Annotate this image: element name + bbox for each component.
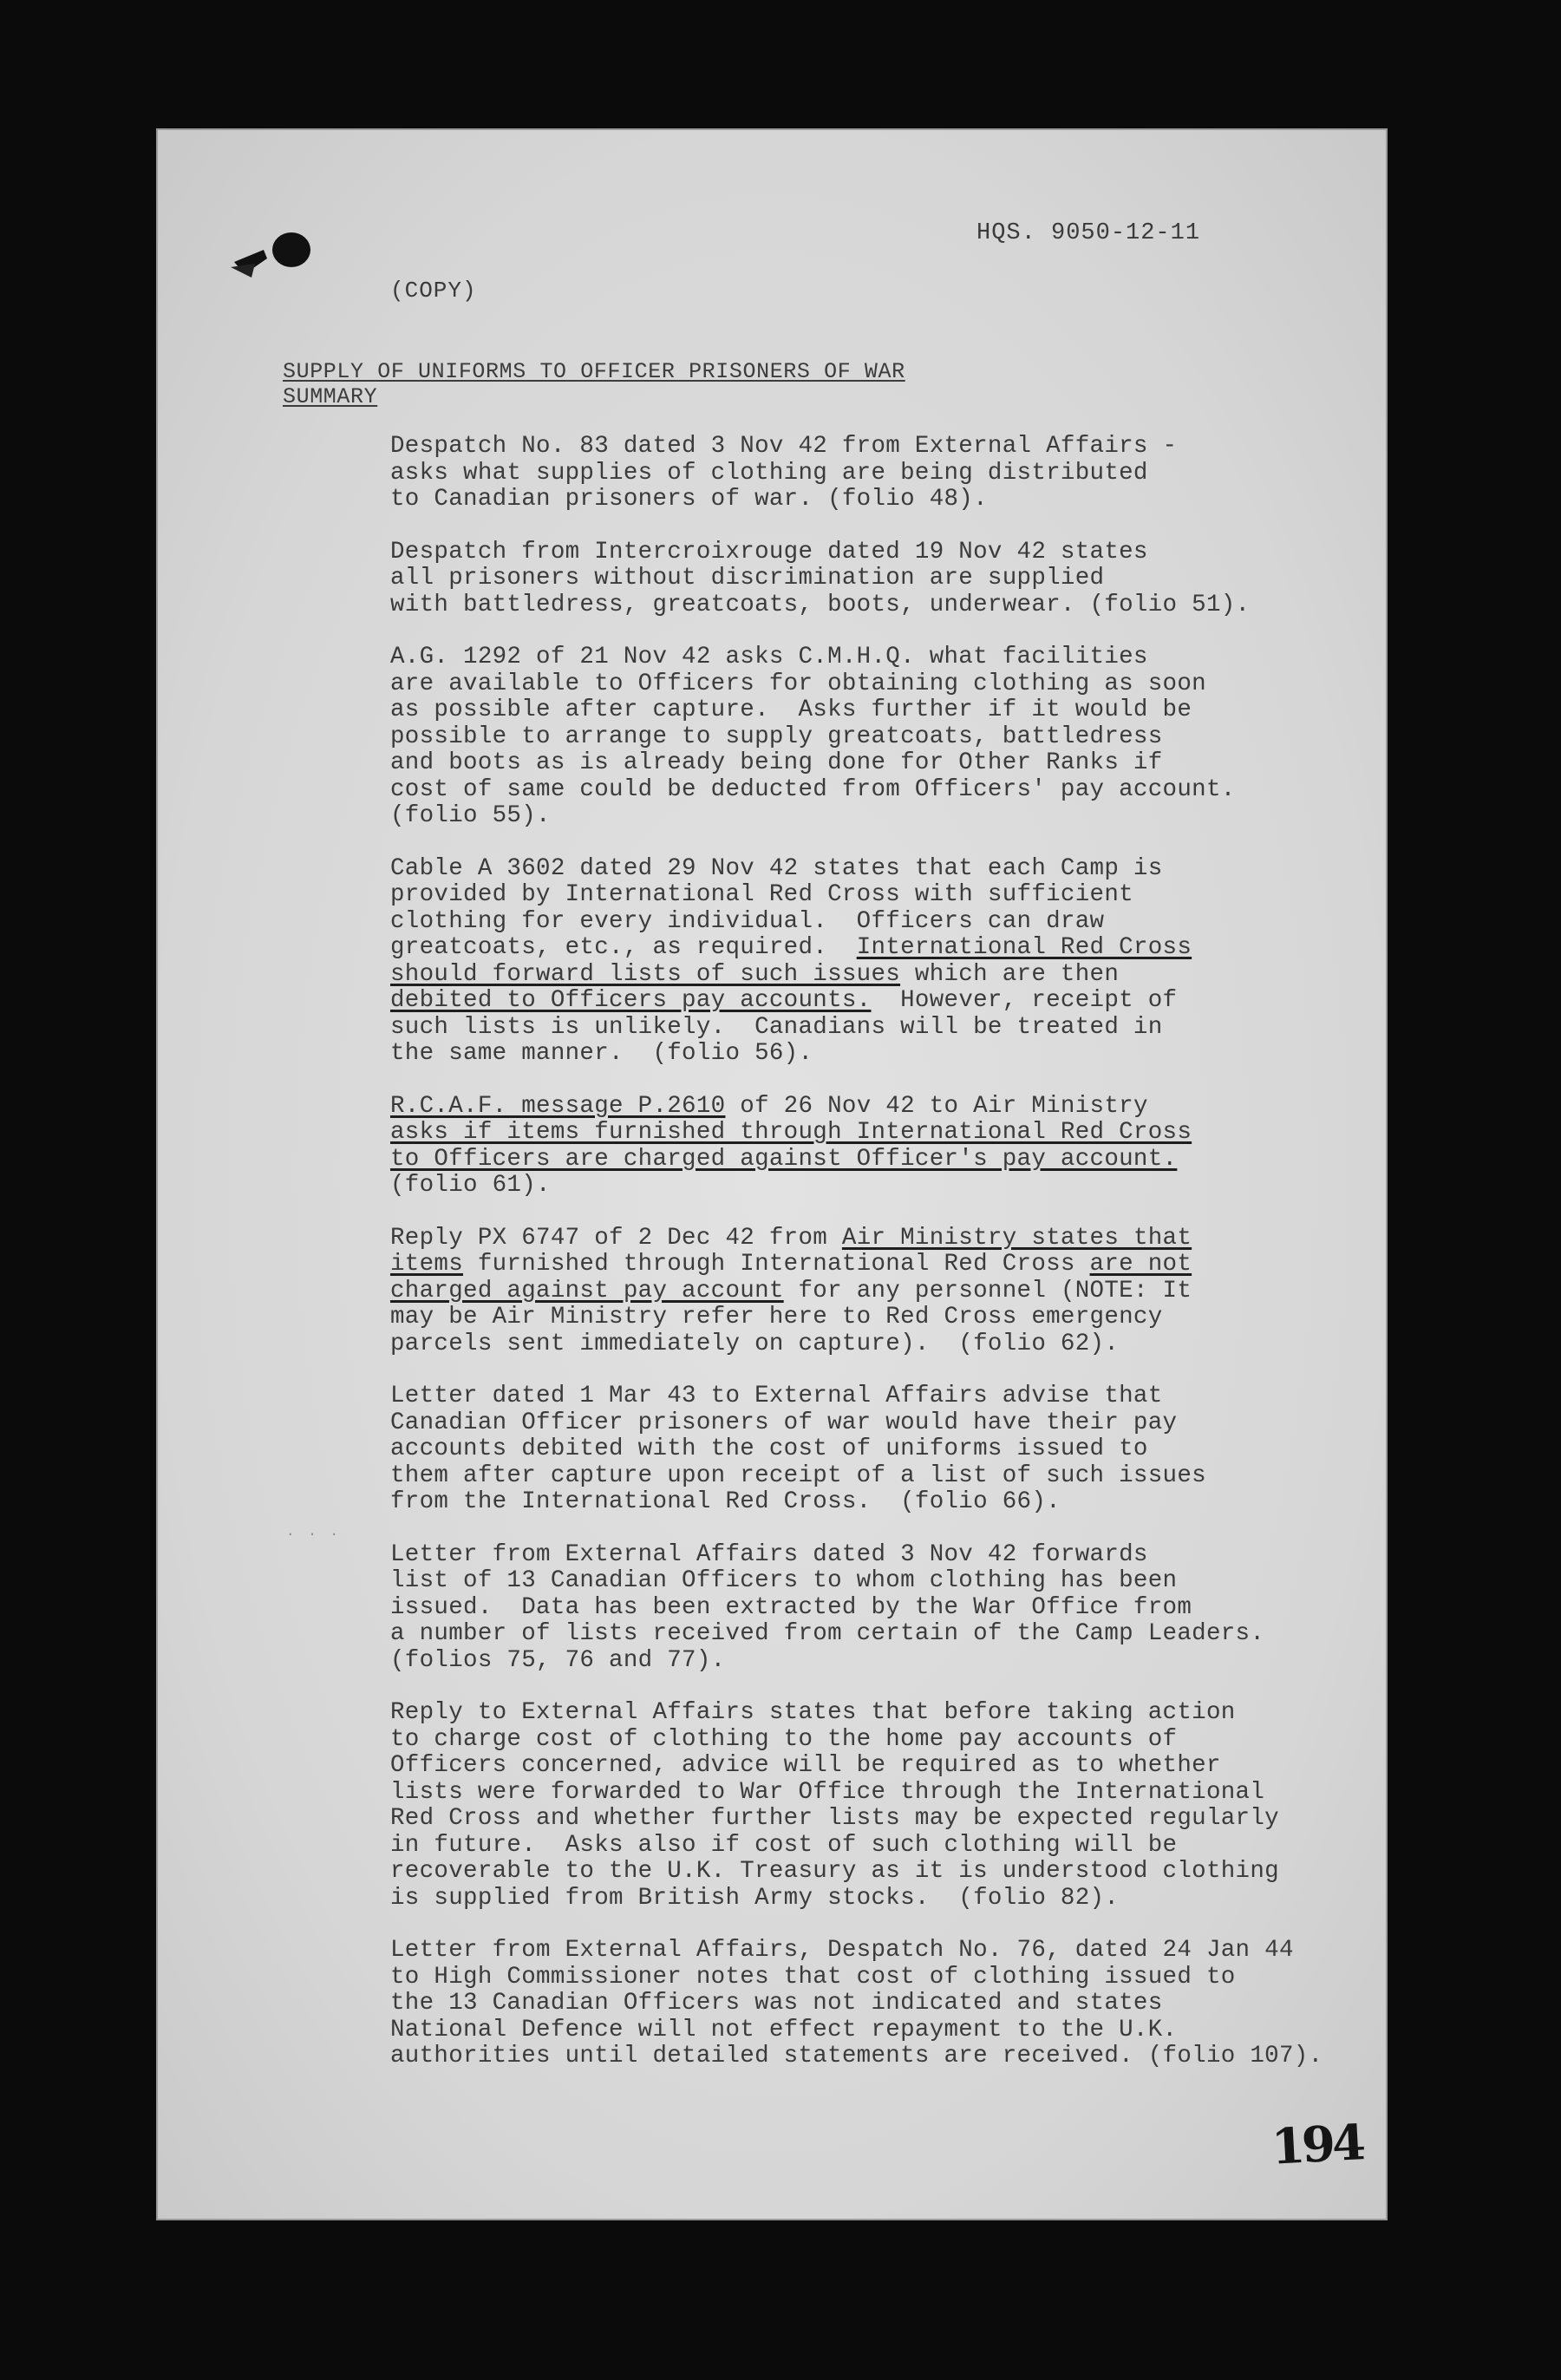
paragraph-line xyxy=(390,566,1353,592)
summary-paragraph xyxy=(390,1094,1353,1200)
line-text: the 13 Canadian Officers was not indicated and states xyxy=(390,1990,1163,2017)
paragraph-line xyxy=(390,1965,1353,1991)
line-text: Letter from External Affairs dated 3 Nov 42 forwards xyxy=(390,1540,1148,1568)
paragraph-line xyxy=(390,1041,1353,1068)
paragraph-line xyxy=(390,1120,1353,1147)
line-text: recoverable to the U.K. Treasury as it is understood clothing xyxy=(390,1858,1279,1885)
paragraph-line xyxy=(390,1278,1353,1305)
paragraph-line xyxy=(390,1436,1353,1463)
paragraph-line xyxy=(390,592,1353,619)
paragraph-line xyxy=(390,1463,1353,1490)
summary-paragraph xyxy=(390,644,1353,830)
paragraph-line xyxy=(390,434,1353,461)
line-text: (folios 75, 76 and 77). xyxy=(390,1646,726,1674)
paragraph-line xyxy=(390,988,1353,1015)
summary-paragraph xyxy=(390,1938,1353,2070)
paragraph-line xyxy=(390,1833,1353,1860)
paragraph-line xyxy=(390,1595,1353,1622)
line-text: all prisoners without discrimination are supplied xyxy=(390,565,1105,592)
paragraph-line xyxy=(390,909,1353,936)
paragraph-line xyxy=(390,1015,1353,1042)
line-text: asks what supplies of clothing are being distributed xyxy=(390,459,1148,487)
handwritten-page-number: 194 xyxy=(1270,2114,1364,2176)
paragraph-line xyxy=(390,1542,1353,1569)
line-text: them after capture upon receipt of a list of such issues xyxy=(390,1461,1206,1489)
paragraph-line xyxy=(390,935,1353,962)
paragraph-line xyxy=(390,1938,1353,1965)
line-text: (folio 55). xyxy=(390,802,551,829)
document-body xyxy=(390,434,1353,2096)
underlined-text: asks if items furnished through International Red Cross xyxy=(390,1119,1192,1146)
line-text: Canadian Officer prisoners of war would have their pay xyxy=(390,1409,1178,1436)
line-text: clothing for every individual. Officers can draw xyxy=(390,907,1105,935)
paragraph-line xyxy=(390,1252,1353,1278)
paragraph-line xyxy=(390,777,1353,804)
paragraph-line xyxy=(390,697,1353,724)
line-text: and boots as is already being done for Other Ranks if xyxy=(390,749,1163,776)
line-text: A.G. 1292 of 21 Nov 42 asks C.M.H.Q. what facilities xyxy=(390,644,1148,670)
paragraph-line xyxy=(390,856,1353,883)
document-page xyxy=(156,128,1388,2220)
underlined-text: charged against pay account xyxy=(390,1277,784,1304)
line-text: may be Air Ministry refer here to Red Cross emergency xyxy=(390,1304,1163,1331)
line-text: lists were forwarded to War Office through the International xyxy=(390,1778,1265,1806)
line-text: to charge cost of clothing to the home pay accounts of xyxy=(390,1725,1178,1753)
paragraph-line xyxy=(390,1304,1353,1331)
line-text: list of 13 Canadian Officers to whom clothing has been xyxy=(390,1567,1178,1594)
document-heading xyxy=(283,359,905,409)
line-text: However, receipt of xyxy=(871,987,1178,1014)
summary-paragraph xyxy=(390,856,1353,1068)
paragraph-line xyxy=(390,1331,1353,1358)
paragraph-line xyxy=(390,1383,1353,1410)
line-text: greatcoats, etc., as required. xyxy=(390,934,857,961)
line-text: the same manner. (folio 56). xyxy=(390,1040,813,1067)
copy-label: (COPY) xyxy=(390,278,477,304)
underlined-text: Air Ministry states that xyxy=(841,1224,1192,1252)
line-text: Red Cross and whether further lists may be expected regularly xyxy=(390,1805,1279,1832)
line-text: from the International Red Cross. (folio 66). xyxy=(390,1488,1061,1515)
line-text: cost of same could be deducted from Officers' pay account. xyxy=(390,775,1236,803)
paragraph-line xyxy=(390,962,1353,989)
line-text: furnished through International Red Cross xyxy=(463,1251,1090,1278)
underlined-text: International Red Cross xyxy=(856,934,1192,961)
line-text: (folio 61). xyxy=(390,1172,551,1199)
line-text: for any personnel (NOTE: It xyxy=(783,1277,1192,1304)
paragraph-line xyxy=(390,1886,1353,1912)
paragraph-line xyxy=(390,644,1353,671)
paragraph-line xyxy=(390,803,1353,830)
line-text: Reply to External Affairs states that before taking action xyxy=(390,1699,1236,1726)
underlined-text: are not xyxy=(1089,1251,1192,1278)
summary-paragraph xyxy=(390,1383,1353,1516)
line-text: Officers concerned, advice will be required as to whether xyxy=(390,1752,1221,1779)
underlined-text: should forward lists of such issues xyxy=(390,960,901,988)
line-text: Despatch No. 83 dated 3 Nov 42 from External Affairs - xyxy=(390,433,1178,460)
line-text: National Defence will not effect repayment to the U.K. xyxy=(390,2016,1178,2043)
summary-paragraph xyxy=(390,1700,1353,1912)
line-text: Letter dated 1 Mar 43 to External Affairs advise that xyxy=(390,1383,1163,1409)
paragraph-line xyxy=(390,1806,1353,1833)
heading-title: SUPPLY OF UNIFORMS TO OFFICER PRISONERS OF WAR xyxy=(283,359,905,384)
paragraph-line xyxy=(390,2017,1353,2044)
underlined-text: items xyxy=(390,1251,464,1278)
summary-paragraph xyxy=(390,1542,1353,1675)
paragraph-line xyxy=(390,1094,1353,1121)
line-text: issued. Data has been extracted by the War Office from xyxy=(390,1593,1192,1621)
line-text: Reply PX 6747 of 2 Dec 42 from xyxy=(390,1224,842,1252)
summary-paragraph xyxy=(390,434,1353,513)
underlined-text: debited to Officers pay accounts. xyxy=(390,987,872,1014)
line-text: accounts debited with the cost of uniforms issued to xyxy=(390,1435,1148,1462)
paragraph-line xyxy=(390,2043,1353,2070)
paragraph-line xyxy=(390,1727,1353,1754)
line-text: authorities until detailed statements are received. (folio 107). xyxy=(390,2043,1323,2069)
line-text: possible to arrange to supply greatcoats, battledress xyxy=(390,722,1163,750)
paragraph-line xyxy=(390,539,1353,566)
line-text: which are then xyxy=(900,960,1120,988)
paragraph-line xyxy=(390,1753,1353,1780)
line-text: in future. Asks also if cost of such clothing will be xyxy=(390,1831,1178,1859)
paragraph-line xyxy=(390,1780,1353,1807)
line-text: Cable A 3602 dated 29 Nov 42 states that each Camp is xyxy=(390,854,1163,882)
paragraph-line xyxy=(390,724,1353,751)
paragraph-line xyxy=(390,882,1353,909)
paragraph-line xyxy=(390,1226,1353,1252)
line-text: are available to Officers for obtaining clothing as soon xyxy=(390,670,1206,697)
line-text: a number of lists received from certain of the Camp Leaders. xyxy=(390,1620,1265,1647)
paragraph-line xyxy=(390,1173,1353,1200)
ink-blot-mark xyxy=(229,224,324,284)
paragraph-line xyxy=(390,1568,1353,1595)
line-text: Letter from External Affairs, Despatch No. 76, dated 24 Jan 44 xyxy=(390,1937,1294,1964)
line-text: parcels sent immediately on capture). (folio 62). xyxy=(390,1330,1120,1357)
underlined-text: R.C.A.F. message P.2610 xyxy=(390,1092,726,1120)
summary-paragraph xyxy=(390,1226,1353,1358)
line-text: to High Commissioner notes that cost of clothing issued to xyxy=(390,1963,1236,1991)
summary-paragraph xyxy=(390,539,1353,619)
line-text: to Canadian prisoners of war. (folio 48). xyxy=(390,486,988,513)
paragraph-line xyxy=(390,1859,1353,1886)
line-text: Despatch from Intercroixrouge dated 19 Nov 42 states xyxy=(390,538,1148,566)
paragraph-line xyxy=(390,487,1353,513)
paragraph-line xyxy=(390,1147,1353,1174)
line-text: provided by International Red Cross with sufficient xyxy=(390,881,1133,908)
paragraph-line xyxy=(390,1621,1353,1648)
underlined-text: to Officers are charged against Officer's pay account. xyxy=(390,1145,1178,1173)
paragraph-line xyxy=(390,671,1353,698)
file-reference: HQS. 9050-12-11 xyxy=(976,220,1201,246)
paragraph-line xyxy=(390,1410,1353,1437)
line-text: is supplied from British Army stocks. (folio 82). xyxy=(390,1884,1120,1912)
paragraph-line xyxy=(390,1700,1353,1727)
line-text: of 26 Nov 42 to Air Ministry xyxy=(725,1092,1148,1120)
paragraph-line xyxy=(390,1991,1353,2017)
heading-summary: SUMMARY xyxy=(283,384,378,409)
margin-marks: · · · xyxy=(286,1527,342,1542)
paragraph-line xyxy=(390,1489,1353,1516)
paragraph-line xyxy=(390,461,1353,487)
line-text: with battledress, greatcoats, boots, underwear. (folio 51). xyxy=(390,591,1251,618)
paragraph-line xyxy=(390,750,1353,777)
paragraph-line xyxy=(390,1648,1353,1675)
line-text: as possible after capture. Asks further if it would be xyxy=(390,696,1192,723)
line-text: such lists is unlikely. Canadians will be treated in xyxy=(390,1013,1163,1041)
